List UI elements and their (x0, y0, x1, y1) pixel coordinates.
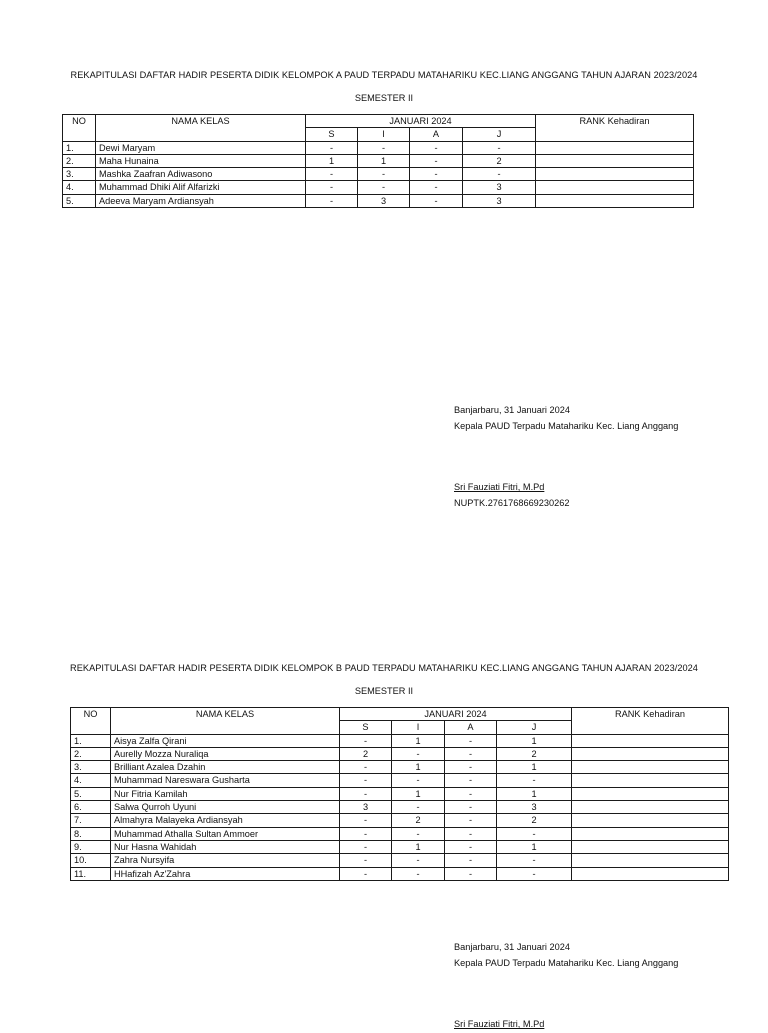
rank-cell (536, 154, 694, 167)
table-row (71, 840, 729, 853)
sakit-count: - (340, 814, 392, 827)
sakit-count: - (306, 141, 358, 154)
student-name: Muhammad Dhiki Alif Alfarizki (96, 181, 306, 194)
table-row (71, 827, 729, 840)
izin-count: 1 (392, 787, 445, 800)
rank-cell (572, 801, 729, 814)
group-b-signature-block (454, 940, 678, 1033)
table-row (71, 774, 729, 787)
alpa-count: - (445, 867, 497, 880)
izin-count: 2 (392, 814, 445, 827)
header-month: JANUARI 2024 (306, 115, 536, 128)
signer-position: Kepala PAUD Terpadu Matahariku Kec. Liang Anggang (454, 420, 679, 431)
jumlah-count: 2 (497, 814, 572, 827)
header-nama-kelas: NAMA KELAS (96, 115, 306, 142)
student-name: Salwa Qurroh Uyuni (111, 801, 340, 814)
jumlah-count: 3 (497, 801, 572, 814)
header-i: I (358, 128, 410, 141)
alpa-count: - (445, 840, 497, 853)
izin-count: - (392, 854, 445, 867)
rank-cell (572, 827, 729, 840)
alpa-count: - (410, 181, 463, 194)
group-b-title: REKAPITULASI DAFTAR HADIR PESERTA DIDIK KELOMPOK B PAUD TERPADU MATAHARIKU KEC.LIANG ANGGANG TAHUN AJARAN 2023/2024 (70, 663, 698, 673)
alpa-count: - (445, 761, 497, 774)
izin-count: 1 (392, 840, 445, 853)
jumlah-count: 1 (497, 761, 572, 774)
sakit-count: - (340, 761, 392, 774)
alpa-count: - (410, 141, 463, 154)
student-name: Adeeva Maryam Ardiansyah (96, 194, 306, 207)
jumlah-count: 2 (497, 747, 572, 760)
izin-count: - (392, 774, 445, 787)
izin-count: - (358, 141, 410, 154)
student-name: Muhammad Nareswara Gusharta (111, 774, 340, 787)
table-row (71, 747, 729, 760)
header-rank: RANK Kehadiran (572, 708, 729, 735)
row-number: 3. (63, 168, 96, 181)
alpa-count: - (410, 154, 463, 167)
student-name: Almahyra Malayeka Ardiansyah (111, 814, 340, 827)
rank-cell (572, 734, 729, 747)
rank-cell (572, 787, 729, 800)
student-name: Aurelly Mozza Nuraliqa (111, 747, 340, 760)
jumlah-count: 3 (463, 181, 536, 194)
izin-count: 1 (392, 761, 445, 774)
jumlah-count: - (497, 774, 572, 787)
header-a: A (410, 128, 463, 141)
row-number: 3. (71, 761, 111, 774)
rank-cell (536, 141, 694, 154)
header-s: S (306, 128, 358, 141)
sakit-count: - (340, 867, 392, 880)
jumlah-count: 1 (497, 734, 572, 747)
header-month: JANUARI 2024 (340, 708, 572, 721)
jumlah-count: - (497, 867, 572, 880)
alpa-count: - (445, 787, 497, 800)
signer-nuptk: NUPTK.2761768669230262 (454, 497, 570, 508)
jumlah-count: 1 (497, 787, 572, 800)
table-row (71, 734, 729, 747)
izin-count: - (392, 867, 445, 880)
header-nama-kelas: NAMA KELAS (111, 708, 340, 735)
header-a: A (445, 721, 497, 734)
student-name: Maha Hunaina (96, 154, 306, 167)
sakit-count: - (340, 854, 392, 867)
signer-position: Kepala PAUD Terpadu Matahariku Kec. Liang Anggang (454, 957, 679, 968)
student-name: Muhammad Athalla Sultan Ammoer (111, 827, 340, 840)
row-number: 6. (71, 801, 111, 814)
student-name: HHafizah Az'Zahra (111, 867, 340, 880)
rank-cell (572, 774, 729, 787)
header-i: I (392, 721, 445, 734)
place-date: Banjarbaru, 31 Januari 2024 (454, 942, 570, 952)
sakit-count: - (340, 774, 392, 787)
rank-cell (572, 840, 729, 853)
header-no: NO (63, 115, 96, 142)
sakit-count: - (306, 181, 358, 194)
rank-cell (572, 867, 729, 880)
alpa-count: - (445, 814, 497, 827)
izin-count: - (392, 747, 445, 760)
table-row (63, 168, 694, 181)
row-number: 5. (71, 787, 111, 800)
table-row (63, 154, 694, 167)
student-name: Nur Hasna Wahidah (111, 840, 340, 853)
alpa-count: - (445, 854, 497, 867)
group-a-signature-block (454, 403, 678, 511)
row-number: 9. (71, 840, 111, 853)
rank-cell (572, 747, 729, 760)
alpa-count: - (410, 168, 463, 181)
row-number: 10. (71, 854, 111, 867)
rank-cell (572, 761, 729, 774)
row-number: 11. (71, 867, 111, 880)
student-name: Aisya Zalfa Qirani (111, 734, 340, 747)
student-name: Brilliant Azalea Dzahin (111, 761, 340, 774)
alpa-count: - (445, 801, 497, 814)
student-name: Zahra Nursyifa (111, 854, 340, 867)
student-name: Nur Fitria Kamilah (111, 787, 340, 800)
jumlah-count: 1 (497, 840, 572, 853)
place-date: Banjarbaru, 31 Januari 2024 (454, 405, 570, 415)
table-row (71, 801, 729, 814)
sakit-count: 1 (306, 154, 358, 167)
rank-cell (536, 181, 694, 194)
rank-cell (536, 168, 694, 181)
jumlah-count: 2 (463, 154, 536, 167)
izin-count: - (358, 181, 410, 194)
izin-count: - (358, 168, 410, 181)
row-number: 2. (71, 747, 111, 760)
jumlah-count: - (463, 141, 536, 154)
header-row (63, 115, 694, 128)
izin-count: 1 (358, 154, 410, 167)
table-row (71, 854, 729, 867)
row-number: 7. (71, 814, 111, 827)
izin-count: - (392, 827, 445, 840)
header-row (71, 708, 729, 721)
group-a-attendance-table (62, 114, 694, 208)
student-name: Dewi Maryam (96, 141, 306, 154)
jumlah-count: - (497, 854, 572, 867)
sakit-count: - (306, 168, 358, 181)
signer-name: Sri Fauziati Fitri, M.Pd (454, 1019, 545, 1029)
sakit-count: - (340, 787, 392, 800)
alpa-count: - (445, 827, 497, 840)
table-row (71, 787, 729, 800)
header-j: J (463, 128, 536, 141)
row-number: 1. (71, 734, 111, 747)
alpa-count: - (445, 747, 497, 760)
student-name: Mashka Zaafran Adiwasono (96, 168, 306, 181)
sakit-count: 3 (340, 801, 392, 814)
table-row (63, 181, 694, 194)
izin-count: 3 (358, 194, 410, 207)
group-b-attendance-table (70, 707, 729, 881)
table-row (63, 194, 694, 207)
sakit-count: - (340, 734, 392, 747)
row-number: 5. (63, 194, 96, 207)
jumlah-count: - (497, 827, 572, 840)
table-row (71, 867, 729, 880)
table-row (71, 761, 729, 774)
table-row (71, 814, 729, 827)
izin-count: - (392, 801, 445, 814)
group-a-title: REKAPITULASI DAFTAR HADIR PESERTA DIDIK KELOMPOK A PAUD TERPADU MATAHARIKU KEC.LIANG ANGGANG TAHUN AJARAN 2023/2024 (70, 70, 698, 80)
alpa-count: - (445, 734, 497, 747)
jumlah-count: - (463, 168, 536, 181)
alpa-count: - (410, 194, 463, 207)
sakit-count: - (340, 827, 392, 840)
row-number: 1. (63, 141, 96, 154)
header-s: S (340, 721, 392, 734)
group-a-semester: SEMESTER II (354, 93, 414, 103)
header-no: NO (71, 708, 111, 735)
row-number: 8. (71, 827, 111, 840)
row-number: 4. (71, 774, 111, 787)
row-number: 4. (63, 181, 96, 194)
sakit-count: - (306, 194, 358, 207)
header-rank: RANK Kehadiran (536, 115, 694, 142)
sakit-count: - (340, 840, 392, 853)
signer-name: Sri Fauziati Fitri, M.Pd (454, 482, 545, 492)
header-j: J (497, 721, 572, 734)
alpa-count: - (445, 774, 497, 787)
jumlah-count: 3 (463, 194, 536, 207)
table-row (63, 141, 694, 154)
sakit-count: 2 (340, 747, 392, 760)
izin-count: 1 (392, 734, 445, 747)
rank-cell (572, 854, 729, 867)
row-number: 2. (63, 154, 96, 167)
group-b-semester: SEMESTER II (354, 686, 414, 696)
rank-cell (536, 194, 694, 207)
rank-cell (572, 814, 729, 827)
